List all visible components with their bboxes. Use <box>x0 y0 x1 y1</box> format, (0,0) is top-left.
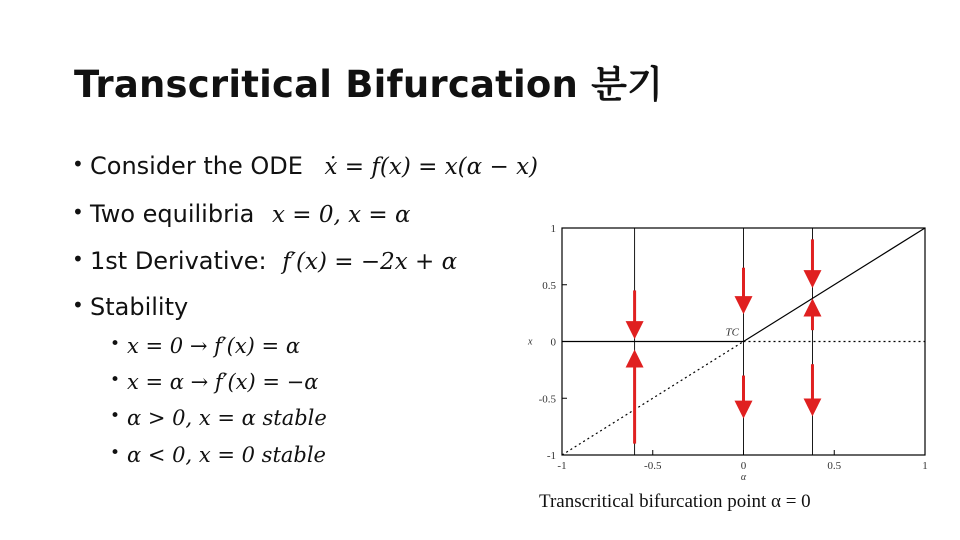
x-axis-label: α <box>740 472 747 483</box>
bullet-math: f′(x) = −2x + α <box>282 249 458 275</box>
bullet-math: ẋ = f(x) = x(α − x) <box>324 154 539 180</box>
x-tick-label: 0 <box>740 460 747 472</box>
bullet-text: 1st Derivative: <box>90 247 267 275</box>
bullet-dot: • <box>110 370 121 390</box>
slide-title: Transcritical Bifurcation 분기 <box>74 63 664 106</box>
sub-bullet-item <box>110 334 300 358</box>
sub-bullet-item <box>110 370 319 394</box>
x-tick-label: -0.5 <box>644 460 662 472</box>
bullet-dot: • <box>110 443 121 463</box>
bullet-item <box>72 152 539 180</box>
bifurcation-chart <box>520 210 940 490</box>
tc-annotation: TC <box>725 326 739 339</box>
chart-caption: Transcritical bifurcation point α = 0 <box>539 491 811 512</box>
y-tick-label: 0.5 <box>542 279 556 292</box>
y-tick-label: -0.5 <box>538 393 556 406</box>
stable-branch <box>744 228 926 342</box>
bullet-dot: • <box>110 406 121 426</box>
bullet-dot: • <box>72 152 84 176</box>
sub-bullet-math: α < 0, x = 0 stable <box>127 443 326 467</box>
bullet-dot: • <box>72 247 84 271</box>
chart-svg <box>520 210 940 490</box>
sub-bullet-item <box>110 443 326 467</box>
bullet-text: Consider the ODE <box>90 152 303 180</box>
x-tick-label: -1 <box>557 460 567 472</box>
bullet-dot: • <box>72 293 84 317</box>
bullet-item <box>72 247 458 275</box>
y-axis-label: x <box>528 336 533 348</box>
bullet-dot: • <box>110 334 121 354</box>
sub-bullet-item <box>110 406 327 430</box>
bullet-dot: • <box>72 200 84 224</box>
sub-bullet-math: x = α → f′(x) = −α <box>127 370 319 394</box>
x-tick-label: 1 <box>922 460 928 472</box>
x-tick-label: 0.5 <box>827 460 842 472</box>
y-tick-label: 1 <box>550 223 556 235</box>
bullet-text: Two equilibria <box>90 200 255 228</box>
y-tick-label: -1 <box>546 450 556 462</box>
y-tick-label: 0 <box>550 336 556 349</box>
bullet-item <box>72 200 411 228</box>
unstable-branch <box>562 342 744 456</box>
bullet-math: x = 0, x = α <box>271 202 411 228</box>
bullet-item <box>72 293 189 321</box>
sub-bullet-math: x = 0 → f′(x) = α <box>127 334 300 358</box>
sub-bullet-math: α > 0, x = α stable <box>127 406 327 430</box>
bullet-text: Stability <box>90 293 189 321</box>
